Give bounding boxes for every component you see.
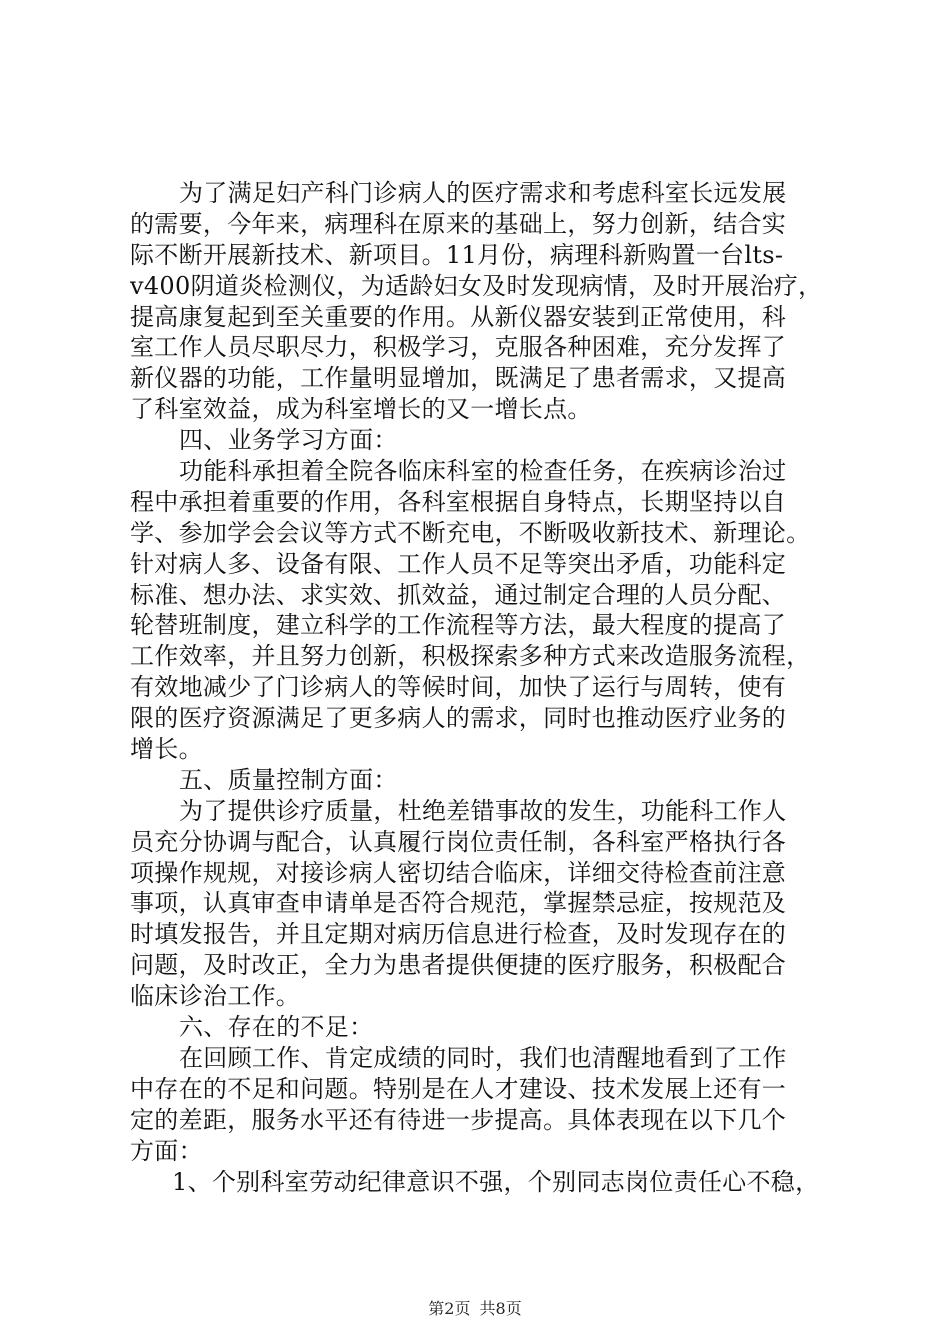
section-heading: 五、质量控制方面：	[179, 765, 398, 794]
text-line: 员充分协调与配合，认真履行岗位责任制，各科室严格执行各	[130, 827, 787, 856]
document-body	[130, 178, 830, 1197]
text-line: 提高康复起到至关重要的作用。从新仪器安装到正常使用，科	[130, 302, 787, 331]
text-line: 在回顾工作、肯定成绩的同时，我们也清醒地看到了工作	[179, 1043, 787, 1072]
text-line: 了科室效益，成为科室增长的又一增长点。	[130, 395, 592, 424]
text-line: 问题，及时改正，全力为患者提供便捷的医疗服务，积极配合	[130, 951, 787, 980]
text-line: 限的医疗资源满足了更多病人的需求，同时也推动医疗业务的	[130, 704, 787, 733]
list-item: 1、个别科室劳动纪律意识不强，个别同志岗位责任心不稳，	[172, 1167, 820, 1196]
section-heading: 六、存在的不足：	[179, 1013, 374, 1042]
text-line: 临床诊治工作。	[130, 982, 301, 1011]
text-line: 的需要，今年来，病理科在原来的基础上，努力创新，结合实	[130, 209, 787, 238]
text-line: 新仪器的功能，工作量明显增加，既满足了患者需求，又提高	[130, 364, 787, 393]
text-line: 轮替班制度，建立科学的工作流程等方法，最大程度的提高了	[130, 611, 787, 640]
text-line: 功能科承担着全院各临床科室的检查任务，在疾病诊治过	[179, 457, 787, 486]
text-line: 时填发报告，并且定期对病历信息进行检查，及时发现存在的	[130, 920, 787, 949]
text-line: 为了提供诊疗质量，杜绝差错事故的发生，功能科工作人	[179, 796, 787, 825]
text-line: 有效地减少了门诊病人的等候时间，加快了运行与周转，使有	[130, 673, 787, 702]
text-line: 程中承担着重要的作用，各科室根据自身特点，长期坚持以自	[130, 487, 787, 516]
text-line: 工作效率，并且努力创新，积极探索多种方式来改造服务流程，	[130, 642, 811, 671]
section-heading: 四、业务学习方面：	[179, 426, 398, 455]
text-line: 方面：	[130, 1136, 203, 1165]
text-line: 针对病人多、设备有限、工作人员不足等突出矛盾，功能科定	[130, 549, 787, 578]
page-footer	[0, 1298, 950, 1320]
text-line: 项操作规规，对接诊病人密切结合临床，详细交待检查前注意	[130, 858, 787, 887]
text-line: 际不断开展新技术、新项目。11月份，病理科新购置一台lts-	[130, 240, 784, 269]
text-line: 标准、想办法、求实效、抓效益，通过制定合理的人员分配、	[130, 580, 787, 609]
text-line: 增长。	[130, 735, 203, 764]
text-line: 学、参加学会会议等方式不断充电，不断吸收新技术、新理论。	[130, 518, 811, 547]
text-line: 事项，认真审查申请单是否符合规范，掌握禁忌症，按规范及	[130, 889, 787, 918]
text-line: 定的差距，服务水平还有待进一步提高。具体表现在以下几个	[130, 1105, 787, 1134]
text-line: 为了满足妇产科门诊病人的医疗需求和考虑科室长远发展	[179, 179, 787, 207]
text-line: 中存在的不足和问题。特别是在人才建设、技术发展上还有一	[130, 1074, 787, 1103]
text-line: v400阴道炎检测仪，为适龄妇女及时发现病情，及时开展治疗，	[130, 271, 823, 300]
text-line: 室工作人员尽职尽力，积极学习，克服各种困难，充分发挥了	[130, 333, 787, 362]
page-total: 共8页	[479, 1299, 522, 1318]
page-number: 第2页	[428, 1299, 471, 1318]
